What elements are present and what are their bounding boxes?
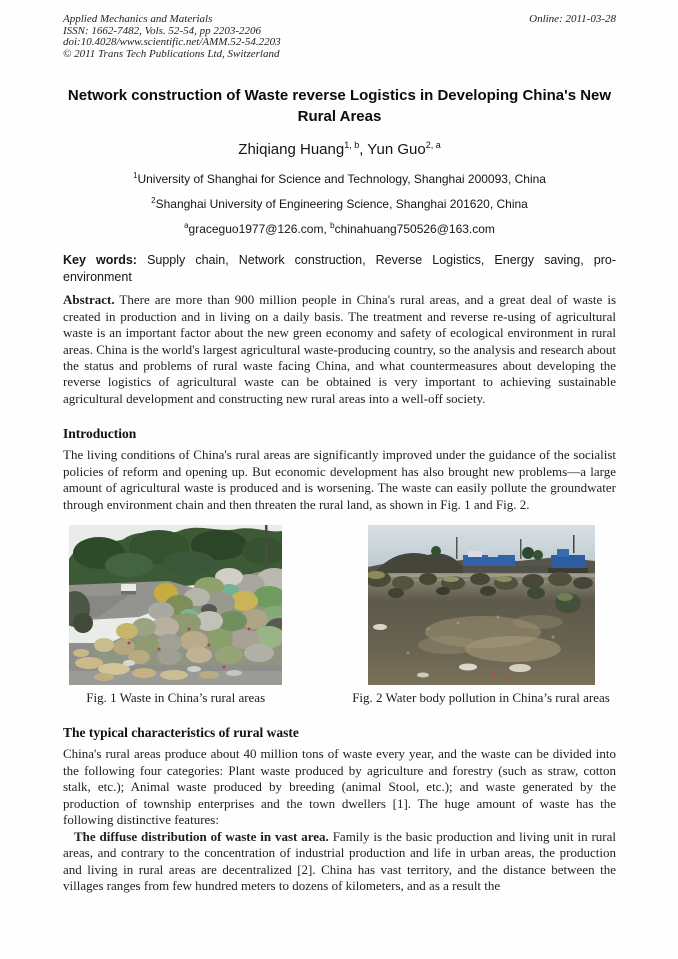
figure-2 xyxy=(352,525,610,706)
keywords-line xyxy=(63,252,616,285)
paper-title: Network construction of Waste reverse Logistics in Developing China's New Rural Areas xyxy=(67,87,612,126)
affiliation-2-sup: 2 xyxy=(151,196,156,206)
author-1-name: Zhiqiang Huang xyxy=(238,141,345,159)
page-header xyxy=(63,14,616,60)
author-separator: , xyxy=(359,141,368,159)
author-1-sup: 1, b xyxy=(344,140,360,151)
feature-paragraph xyxy=(63,829,616,895)
email-a-sup: a xyxy=(184,221,189,231)
keywords-text: Supply chain, Network construction, Reverse Logistics, Energy saving, pro-environment xyxy=(63,253,616,284)
doi-line: doi:10.4028/www.scientific.net/AMM.52-54.2203 xyxy=(63,36,281,49)
characteristics-paragraph: China's rural areas produce about 40 million tons of waste every year, and the waste can be divided into the following four categories: Plant waste produced by agriculture and forestry (such as straw, cotton stalk, etc.); Animal waste produced by breeding (animal Stool, etc.); and waste generated by the production of township enterprises and the town dwellers [1]. The huge amount of waste has the following distinctive features: xyxy=(63,746,616,828)
abstract-paragraph xyxy=(63,292,616,407)
email-separator: , xyxy=(323,222,331,237)
author-line xyxy=(63,136,616,159)
affiliation-2-text: Shanghai University of Engineering Science, Shanghai 201620, China xyxy=(155,197,528,212)
copyright-line: © 2011 Trans Tech Publications Ltd, Switzerland xyxy=(63,47,280,60)
figure-2-caption: Fig. 2 Water body pollution in China’s rural areas xyxy=(352,690,610,706)
author-2-sup: 2, a xyxy=(425,140,441,151)
journal-meta xyxy=(63,14,281,60)
author-2-name: Yun Guo xyxy=(367,141,426,159)
affiliation-1-text: University of Shanghai for Science and Technology, Shanghai 200093, China xyxy=(137,172,546,187)
affiliation-2 xyxy=(63,190,616,215)
section-heading-introduction: Introduction xyxy=(63,426,137,442)
affiliation-1 xyxy=(63,165,616,190)
affiliation-1-sup: 1 xyxy=(133,171,138,181)
issn-line: ISSN: 1662-7482, Vols. 52-54, pp 2203-2206 xyxy=(63,24,261,37)
section-heading-characteristics: The typical characteristics of rural waste xyxy=(63,725,299,741)
affiliations-block xyxy=(63,165,616,240)
journal-title-line: Applied Mechanics and Materials xyxy=(63,13,213,25)
introduction-paragraph: The living conditions of China's rural areas are significantly improved under the guidance of the socialist policies of reform and opening up. But economic development has also brought new problems—a large amount of agricultural waste is produced and is worsening. The waste can easily pollute the groundwater through environment chain and then threaten the rural land, as shown in Fig. 1 and Fig. 2. xyxy=(63,447,616,512)
abstract-text: There are more than 900 million people in China's rural areas, and a great deal of waste is created in production and in living on a daily basis. The treatment and reverse re-using of agricultural waste is an important factor about the new green economy and safety of ecological environment in rural areas. China is the world's largest agricultural waste-producing country, so the analysis and research about the status and problems of rural waste facing China, and what countermeasures about developing the reverse logistics of agricultural waste can be obtained is very important to achieving sustainable agricultural development and constructing new rural areas into a well-off society. xyxy=(63,292,616,406)
figures-row xyxy=(63,525,616,706)
figure-1-caption: Fig. 1 Waste in China’s rural areas xyxy=(86,690,266,706)
feature-lead: The diffuse distribution of waste in vast area. xyxy=(74,828,329,844)
abstract-label: Abstract. xyxy=(63,292,115,308)
email-a-address: graceguo1977@126.com xyxy=(188,222,324,237)
online-date: Online: 2011-03-28 xyxy=(529,13,616,25)
email-b-address: chinahuang750526@163.com xyxy=(334,222,495,237)
email-line xyxy=(63,215,616,240)
keywords-label: Key words: xyxy=(63,253,137,268)
figure2-photo xyxy=(368,525,595,685)
feature-text: Family is the basic production and living unit in rural areas, and contrary to the concentration of industrial production and life in urban areas, the production and living in rural areas are decentralized [2]. China has vast territory, and the distance between the villages ranges from few hundred meters to dozens of kilometers, and as a result the xyxy=(63,828,617,894)
email-b-sup: b xyxy=(330,221,335,231)
figure1-photo xyxy=(69,525,282,685)
figure-1 xyxy=(69,525,282,706)
